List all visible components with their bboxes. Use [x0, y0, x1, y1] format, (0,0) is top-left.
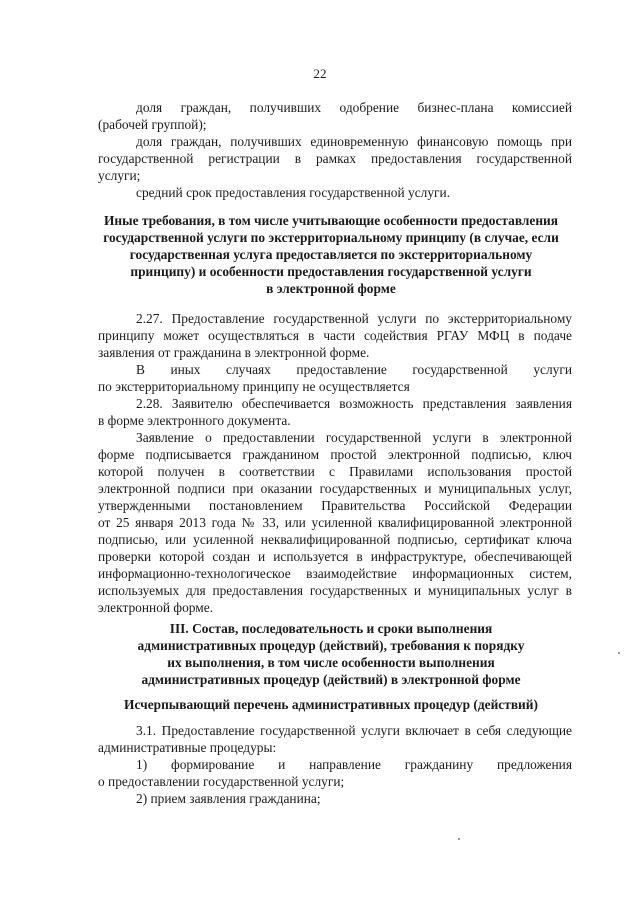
text-line: утвержденными постановлением Правительства Российской Федерации [98, 498, 572, 513]
section-heading-line: государственная услуга предоставляется по экстерриториальному [129, 247, 533, 262]
text-line: в форме электронного документа. [98, 413, 291, 428]
text-line: информационно-технологическое взаимодействие информационных систем, [98, 566, 572, 581]
text-line: государственной регистрации в рамках предоставления государственной [98, 151, 572, 166]
chapter-heading-line: III. Состав, последовательность и сроки выполнения [169, 621, 493, 636]
section-heading-line: государственной услуги по экстерриториальному принципу (в случае, если [103, 230, 559, 245]
text-line: подписью, или усиленной неквалифицированной подписью, сертификат ключа [98, 532, 572, 547]
page-number: 22 [313, 66, 327, 81]
text-line: о предоставлении государственной услуги; [98, 774, 345, 789]
text-line: 3.1. Предоставление государственной услуги включает в себя следующие [136, 723, 572, 738]
chapter-heading-line: административных процедур (действий) в электронной форме [141, 672, 521, 687]
text-line: Заявление о предоставлении государственной услуги в электронной [136, 430, 572, 445]
text-line: заявления от гражданина в электронной форме. [98, 345, 370, 360]
text-line: (рабочей группой); [98, 117, 207, 132]
text-line: 2) прием заявления гражданина; [136, 791, 321, 806]
chapter-heading-line: их выполнения, в том числе особенности выполнения [167, 655, 495, 670]
text-line: электронной подписи при оказании государственных и муниципальных услуг, [98, 481, 572, 496]
text-line: средний срок предоставления государственной услуги. [136, 185, 451, 200]
text-line: 1) формирование и направление гражданину предложения [136, 757, 572, 772]
text-line: по экстерриториальному принципу не осуществляется [98, 379, 410, 394]
section-heading-line: Иные требования, в том числе учитывающие особенности предоставления [103, 213, 559, 228]
subsection-heading: Исчерпывающий перечень административных процедур (действий) [124, 697, 538, 712]
scan-speck [618, 652, 620, 654]
text-line: доля граждан, получивших единовременную финансовую помощь при [136, 134, 572, 149]
text-line: которой получен в соответствии с Правилами использования простой [98, 464, 572, 479]
scan-speck [458, 838, 460, 840]
text-line: В иных случаях предоставление государственной услуги [136, 362, 572, 377]
section-heading-line: принципу) и особенности предоставления государственной услуги [130, 264, 532, 279]
text-line: электронной форме. [98, 600, 214, 615]
text-line: услуги; [98, 168, 141, 183]
text-line: доля граждан, получивших одобрение бизнес-плана комиссией [136, 100, 572, 115]
text-line: 2.28. Заявителю обеспечивается возможность представления заявления [136, 396, 572, 411]
chapter-heading-line: административных процедур (действий), требования к порядку [137, 638, 525, 653]
text-line: административные процедуры: [98, 740, 277, 755]
text-line: проверки которой создан и используется в инфраструктуре, обеспечивающей [98, 549, 572, 564]
text-line: 2.27. Предоставление государственной услуги по экстерриториальному [136, 311, 572, 326]
text-line: принципу может осуществляться в части содействия РГАУ МФЦ в подаче [98, 328, 572, 343]
text-line: от 25 января 2013 года № 33, или усиленной квалифицированной электронной [98, 515, 572, 530]
section-heading-line: в электронной форме [266, 281, 396, 296]
text-line: используемых для предоставления государственных и муниципальных услуг в [98, 583, 572, 598]
text-line: форме подписывается гражданином простой электронной подписью, ключ [98, 447, 572, 462]
